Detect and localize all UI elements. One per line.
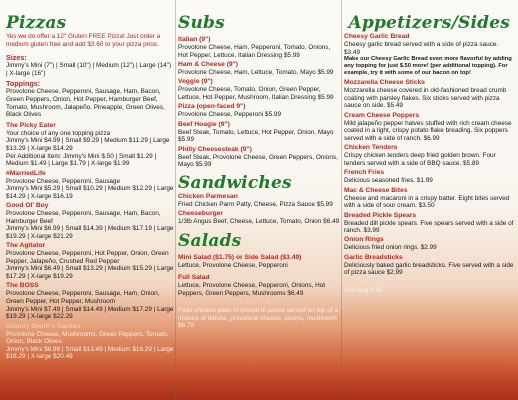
salad-desc: Fried chicken plain or tossed in sauce served on top of a mixture of lettuce, provolone cheese, onions, mushroom $6.79	[178, 307, 338, 330]
appetizer-item	[344, 254, 514, 277]
appetizer-name: Onion Rings	[344, 236, 384, 244]
pizza-name: Granny Smith's Garden	[6, 322, 81, 330]
salad-name: Mini Salad ($1.75) or Side Salad ($3.49)	[178, 253, 302, 261]
sub-desc: Provolone Cheese, Pepperoni $5.99	[178, 111, 282, 119]
salad-desc: Lettuce, Provolone Cheese, Pepperoni	[178, 261, 288, 269]
pizza-prices: Jimmy's Mini $5.29 | Small $10.29 | Medium $12.29 | Large $14.29 | X-large $16.19	[6, 185, 174, 200]
appetizer-name: Mac & Cheese Bites	[344, 186, 408, 194]
appetizer-name: Chicken Tenders	[344, 144, 398, 152]
appetizer-desc: One bag $.99	[344, 286, 383, 294]
pizza-item	[6, 170, 174, 201]
pizza-desc: Provolone Cheese, Pepperoni, Sausage, Ham, Bacon, Hamburger Beef	[6, 210, 161, 225]
appetizers-title: Appetizers/Sides	[348, 13, 510, 33]
menu-fold-left	[175, 0, 176, 400]
appetizer-item	[344, 212, 514, 235]
pizza-prices: Jimmy's Mini $6.99 | Small $14.39 | Medium $17.19 | Large $19.29 | X-large $21.29	[6, 225, 174, 240]
sandwich-name: Chicken Parmesan	[178, 192, 238, 200]
toppings-text: Provolone Cheese, Pepperoni, Sausage, Ham, Bacon, Green Peppers, Onion, Hot Pepper, Hamburger Beef, Tomato, Mushroom, Jalapeño, Pineapple, Green Olives, Black Olives	[6, 88, 165, 119]
pizza-item	[6, 242, 174, 280]
pizza-item	[6, 202, 174, 240]
pizza-extra: Per Additional Item: Jimmy's Mini $.50 | Small $1.29 | Medium $1.49 | Large $1.79 | X-large $1.99	[6, 152, 157, 168]
sub-name: Italian (9")	[178, 36, 211, 43]
sub-item	[178, 78, 340, 101]
sub-desc: Beef Steak, Tomato, Lettuce, Hot Pepper, Onion, Mayo $5.99	[178, 128, 334, 144]
sandwich-item	[178, 193, 340, 209]
sandwich-desc: Fried Chicken Parm Patty, Cheese, Pizza Sauce $5.99	[178, 200, 333, 208]
sub-desc: Provolone Cheese, Ham, Lettuce, Tomato, Mayo $5.99	[178, 68, 334, 76]
sub-item	[178, 61, 340, 77]
appetizer-name: Mozzarella Cheese Sticks	[344, 78, 426, 86]
pizzas-title: Pizzas	[6, 13, 67, 33]
toppings-label: Toppings:	[6, 79, 41, 89]
appetizer-desc: Delicious fried onion rings. $2.99	[344, 244, 437, 252]
pizza-prices: Jimmy's Mini $6.99 | Small $13.49 | Medium $16.29 | Large $18.29 | X-large $20.49	[6, 345, 174, 361]
appetizer-item	[344, 279, 514, 295]
sandwich-desc: 1/3lb Angus Beef, Cheese, Lettuce, Tomato, Onion $6.49	[178, 218, 340, 226]
sizes-label: Sizes:	[6, 53, 27, 63]
pizza-name: #MarriedLife	[6, 169, 46, 177]
pizza-name: The Agitator	[6, 242, 46, 250]
appetizer-desc: Delicious seasoned fries. $1.99	[344, 177, 433, 185]
sub-name: Veggie (9")	[178, 78, 213, 86]
salad-item	[178, 254, 340, 270]
subs-title: Subs	[178, 13, 225, 33]
sandwiches-title: Sandwiches	[178, 172, 292, 193]
appetizer-name: Cream Cheese Poppers	[344, 111, 420, 119]
appetizers-column	[344, 0, 514, 400]
menu-fold-right	[341, 0, 342, 400]
pizza-prices: Jimmy's Mini $6.49 | Small $13.29 | Medium $15.29 | Large $17.29 | X-large $19.29	[6, 265, 174, 281]
sandwich-item	[178, 210, 340, 226]
sub-desc: Provolone Cheese, Ham, Pepperoni, Tomato, Onions, Hot Pepper, Lettuce, Italian Dressing $5.99	[178, 44, 331, 59]
appetizer-desc: Mozzarella cheese covered in old-fashioned bread crumb coating with parsley flakes. Six sticks served with pizza sauce on side. $5.49	[344, 86, 507, 110]
sub-name: Philly Cheesesteak (9")	[178, 145, 252, 153]
pizza-desc: Provolone Cheese, Pepperoni, Sausage	[6, 177, 121, 185]
appetizer-name: Chips	[344, 278, 363, 286]
appetizer-item	[344, 144, 514, 167]
pizza-item	[6, 323, 174, 361]
appetizer-desc: Breaded dill pickle spears. Five spears served with a side of ranch. $3.99	[344, 219, 514, 235]
sizes-text: Jimmy's Mini (7") | Small (10") | Medium (12") | Large (14") | X-large (16")	[6, 62, 172, 77]
pizza-prices: Jimmy's Mini $7.49 | Small $14.49 | Medium $17.29 | Large $19.29 | X-large $22.29	[6, 305, 174, 321]
salad-item	[178, 274, 340, 297]
appetizer-item	[344, 33, 514, 77]
appetizer-desc: Cheese and macaroni in a crispy batter. Eight bites served with a side of sour cream. $3.50	[344, 194, 510, 210]
appetizer-note: Make our Cheesy Garlic Bread even more flavorful by adding any topping for just $.50 more! (per additional topping). For example, try it with some of our bacon on top!	[344, 56, 512, 77]
pizza-desc: Provolone Cheese, Pepperoni, Sausage, Ham, Onion, Green Pepper, Hot Pepper, Mushroom	[6, 290, 160, 306]
salad-name: Full Salad	[178, 274, 210, 282]
appetizer-name: Garlic Breadsticks	[344, 253, 403, 261]
gluten-free-note: Yes we do offer a 12" Gluten FREE Pizza! Just order a medium gluten free and add $3.60 to your pizza price.	[6, 33, 161, 48]
appetizer-item	[344, 169, 514, 185]
salad-name: Crispy or Grilled Chicken Salad	[178, 299, 278, 307]
sub-item	[178, 121, 340, 144]
sub-desc: Provolone Cheese, Tomato, Onion, Green Pepper, Lettuce, Hot Pepper, Mushroom, Italian Dressing $5.99	[178, 86, 334, 101]
pizza-prices: Jimmy's Mini $4.99 | Small $9.29 | Medium $11.29 | Large $13.29 | X-large $14.29	[6, 137, 170, 152]
sub-item	[178, 146, 340, 169]
sandwich-name: Cheeseburger	[178, 210, 223, 218]
appetizer-desc: Crispy chicken tenders deep fried golden brown. Four tenders served with a side of BBQ sauce. $5.89	[344, 152, 496, 167]
pizza-name: Good OI' Boy	[6, 202, 49, 210]
pizzas-column	[6, 0, 174, 400]
sub-item	[178, 36, 340, 59]
sub-name: Beef Hoagie (9")	[178, 120, 230, 128]
pizza-item	[6, 282, 174, 320]
pizza-desc: Your choice of any one topping pizza	[6, 129, 111, 137]
pizza-name: The BOSS	[6, 282, 39, 290]
appetizer-item	[344, 79, 514, 110]
pizza-name: The Picky Eater	[6, 121, 56, 129]
salad-item	[178, 299, 340, 330]
sub-name: Pizza (open-faced 9")	[178, 103, 246, 111]
pizza-desc: Provolone Cheese, Pepperoni, Hot Pepper, Onion, Green Pepper, Jalapeño, Crushed Red Pepper	[6, 250, 169, 265]
salad-desc: Lettuce, Provolone Cheese, Pepperoni, Onions, Hot Peppers, Green Peppers, Mushrooms $6.49	[178, 282, 326, 297]
appetizer-desc: Deliciously baked garlic breadsticks. Five served with a side of pizza sauce $2.99	[344, 261, 514, 277]
appetizer-item	[344, 236, 514, 252]
appetizer-desc: Cheesy garlic bread served with a side of pizza sauce. $3.49	[344, 41, 499, 56]
subs-column	[178, 0, 340, 400]
sub-name: Ham & Cheese (9")	[178, 60, 239, 68]
appetizer-item	[344, 187, 514, 210]
sub-item	[178, 103, 340, 119]
sub-desc: Beef Steak, Provolone Cheese, Green Peppers, Onions, Mayo $5.99	[178, 153, 338, 169]
pizza-desc: Provolone Cheese, Mushrooms, Green Peppers, Tomato, Onion, Black Olives	[6, 330, 169, 346]
appetizer-name: Cheesy Garlic Bread	[344, 33, 410, 40]
appetizer-item	[344, 112, 514, 143]
pizza-item	[6, 122, 174, 168]
salads-title: Salads	[178, 230, 242, 251]
appetizer-name: Breaded Pickle Spears	[344, 211, 417, 219]
appetizer-name: French Fries	[344, 169, 385, 177]
appetizer-desc: Mild jalapeño pepper halves stuffed with rich cream cheese coated in a light, crispy potato flake breading. Six poppers served with a side of ranch. $6.99	[344, 119, 512, 142]
